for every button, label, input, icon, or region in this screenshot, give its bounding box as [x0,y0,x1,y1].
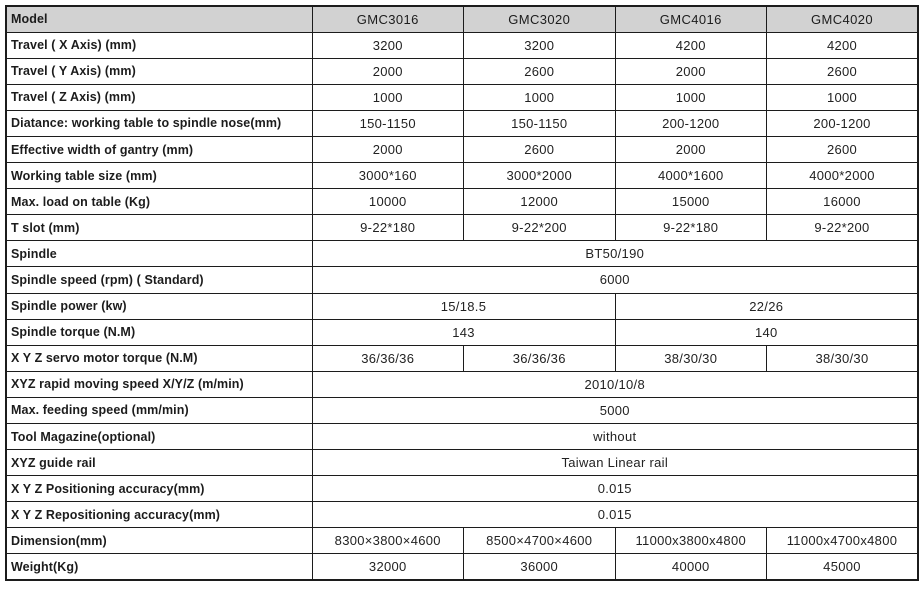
value-cell: 2000 [615,58,767,84]
spec-row [6,502,918,528]
header-row [6,6,918,32]
value-cell: 5000 [312,397,918,423]
value-cell: 2600 [767,58,919,84]
spec-row [6,293,918,319]
value-cell: 8500×4700×4600 [464,528,616,554]
spec-row [6,476,918,502]
spec-row [6,450,918,476]
spec-row [6,136,918,162]
value-cell: 15000 [615,189,767,215]
row-label-cell: X Y Z Repositioning accuracy(mm) [6,502,312,528]
value-cell: 143 [312,319,615,345]
model-header-cell: GMC3020 [464,6,616,32]
value-cell: 9-22*180 [312,215,464,241]
value-cell: 4200 [615,32,767,58]
value-cell: 36/36/36 [464,345,616,371]
value-cell: 36000 [464,554,616,580]
value-cell: 11000x3800x4800 [615,528,767,554]
value-cell: 40000 [615,554,767,580]
value-cell: 32000 [312,554,464,580]
value-cell: 200-1200 [615,110,767,136]
spec-row [6,528,918,554]
value-cell: Taiwan Linear rail [312,450,918,476]
value-cell: 15/18.5 [312,293,615,319]
value-cell: 38/30/30 [767,345,919,371]
value-cell: 3000*160 [312,163,464,189]
value-cell: 9-22*200 [767,215,919,241]
value-cell: 3200 [464,32,616,58]
row-label-cell: Weight(Kg) [6,554,312,580]
row-label-cell: Working table size (mm) [6,163,312,189]
spec-row [6,424,918,450]
spec-row [6,215,918,241]
row-label-cell: T slot (mm) [6,215,312,241]
value-cell: 9-22*180 [615,215,767,241]
spec-row [6,189,918,215]
value-cell: 2000 [615,136,767,162]
spec-row [6,58,918,84]
machine-spec-table [5,5,919,581]
spec-row [6,397,918,423]
value-cell: 1000 [767,84,919,110]
spec-row [6,110,918,136]
value-cell: 2010/10/8 [312,371,918,397]
model-header-cell: GMC4016 [615,6,767,32]
value-cell: 2000 [312,58,464,84]
spec-row [6,163,918,189]
row-label-cell: Spindle [6,241,312,267]
spec-row [6,345,918,371]
spec-row [6,241,918,267]
value-cell: 16000 [767,189,919,215]
value-cell: 10000 [312,189,464,215]
spec-row [6,32,918,58]
row-label-cell: Spindle speed (rpm) ( Standard) [6,267,312,293]
spec-row [6,554,918,580]
row-label-cell: Travel ( Y Axis) (mm) [6,58,312,84]
model-header-cell: GMC3016 [312,6,464,32]
spec-row [6,84,918,110]
value-cell: 36/36/36 [312,345,464,371]
row-label-cell: X Y Z Positioning accuracy(mm) [6,476,312,502]
row-label-cell: X Y Z servo motor torque (N.M) [6,345,312,371]
value-cell: BT50/190 [312,241,918,267]
value-cell: 200-1200 [767,110,919,136]
row-label-cell: Travel ( X Axis) (mm) [6,32,312,58]
value-cell: without [312,424,918,450]
value-cell: 150-1150 [464,110,616,136]
value-cell: 3000*2000 [464,163,616,189]
value-cell: 2600 [767,136,919,162]
value-cell: 9-22*200 [464,215,616,241]
row-label-cell: Travel ( Z Axis) (mm) [6,84,312,110]
spec-row [6,319,918,345]
row-label-cell: Diatance: working table to spindle nose(mm) [6,110,312,136]
value-cell: 4000*2000 [767,163,919,189]
row-label-cell: Spindle torque (N.M) [6,319,312,345]
value-cell: 3200 [312,32,464,58]
value-cell: 0.015 [312,502,918,528]
value-cell: 2600 [464,136,616,162]
model-header-label: Model [6,6,312,32]
value-cell: 6000 [312,267,918,293]
spec-row [6,371,918,397]
value-cell: 150-1150 [312,110,464,136]
model-header-cell: GMC4020 [767,6,919,32]
row-label-cell: XYZ guide rail [6,450,312,476]
value-cell: 38/30/30 [615,345,767,371]
value-cell: 2600 [464,58,616,84]
row-label-cell: Tool Magazine(optional) [6,424,312,450]
value-cell: 22/26 [615,293,918,319]
value-cell: 8300×3800×4600 [312,528,464,554]
value-cell: 140 [615,319,918,345]
row-label-cell: Effective width of gantry (mm) [6,136,312,162]
value-cell: 11000x4700x4800 [767,528,919,554]
row-label-cell: Max. feeding speed (mm/min) [6,397,312,423]
row-label-cell: Max. load on table (Kg) [6,189,312,215]
value-cell: 45000 [767,554,919,580]
value-cell: 1000 [615,84,767,110]
spec-row [6,267,918,293]
value-cell: 4200 [767,32,919,58]
value-cell: 4000*1600 [615,163,767,189]
value-cell: 1000 [464,84,616,110]
value-cell: 12000 [464,189,616,215]
row-label-cell: Dimension(mm) [6,528,312,554]
row-label-cell: Spindle power (kw) [6,293,312,319]
value-cell: 2000 [312,136,464,162]
value-cell: 0.015 [312,476,918,502]
value-cell: 1000 [312,84,464,110]
spec-table-body [6,32,918,580]
row-label-cell: XYZ rapid moving speed X/Y/Z (m/min) [6,371,312,397]
